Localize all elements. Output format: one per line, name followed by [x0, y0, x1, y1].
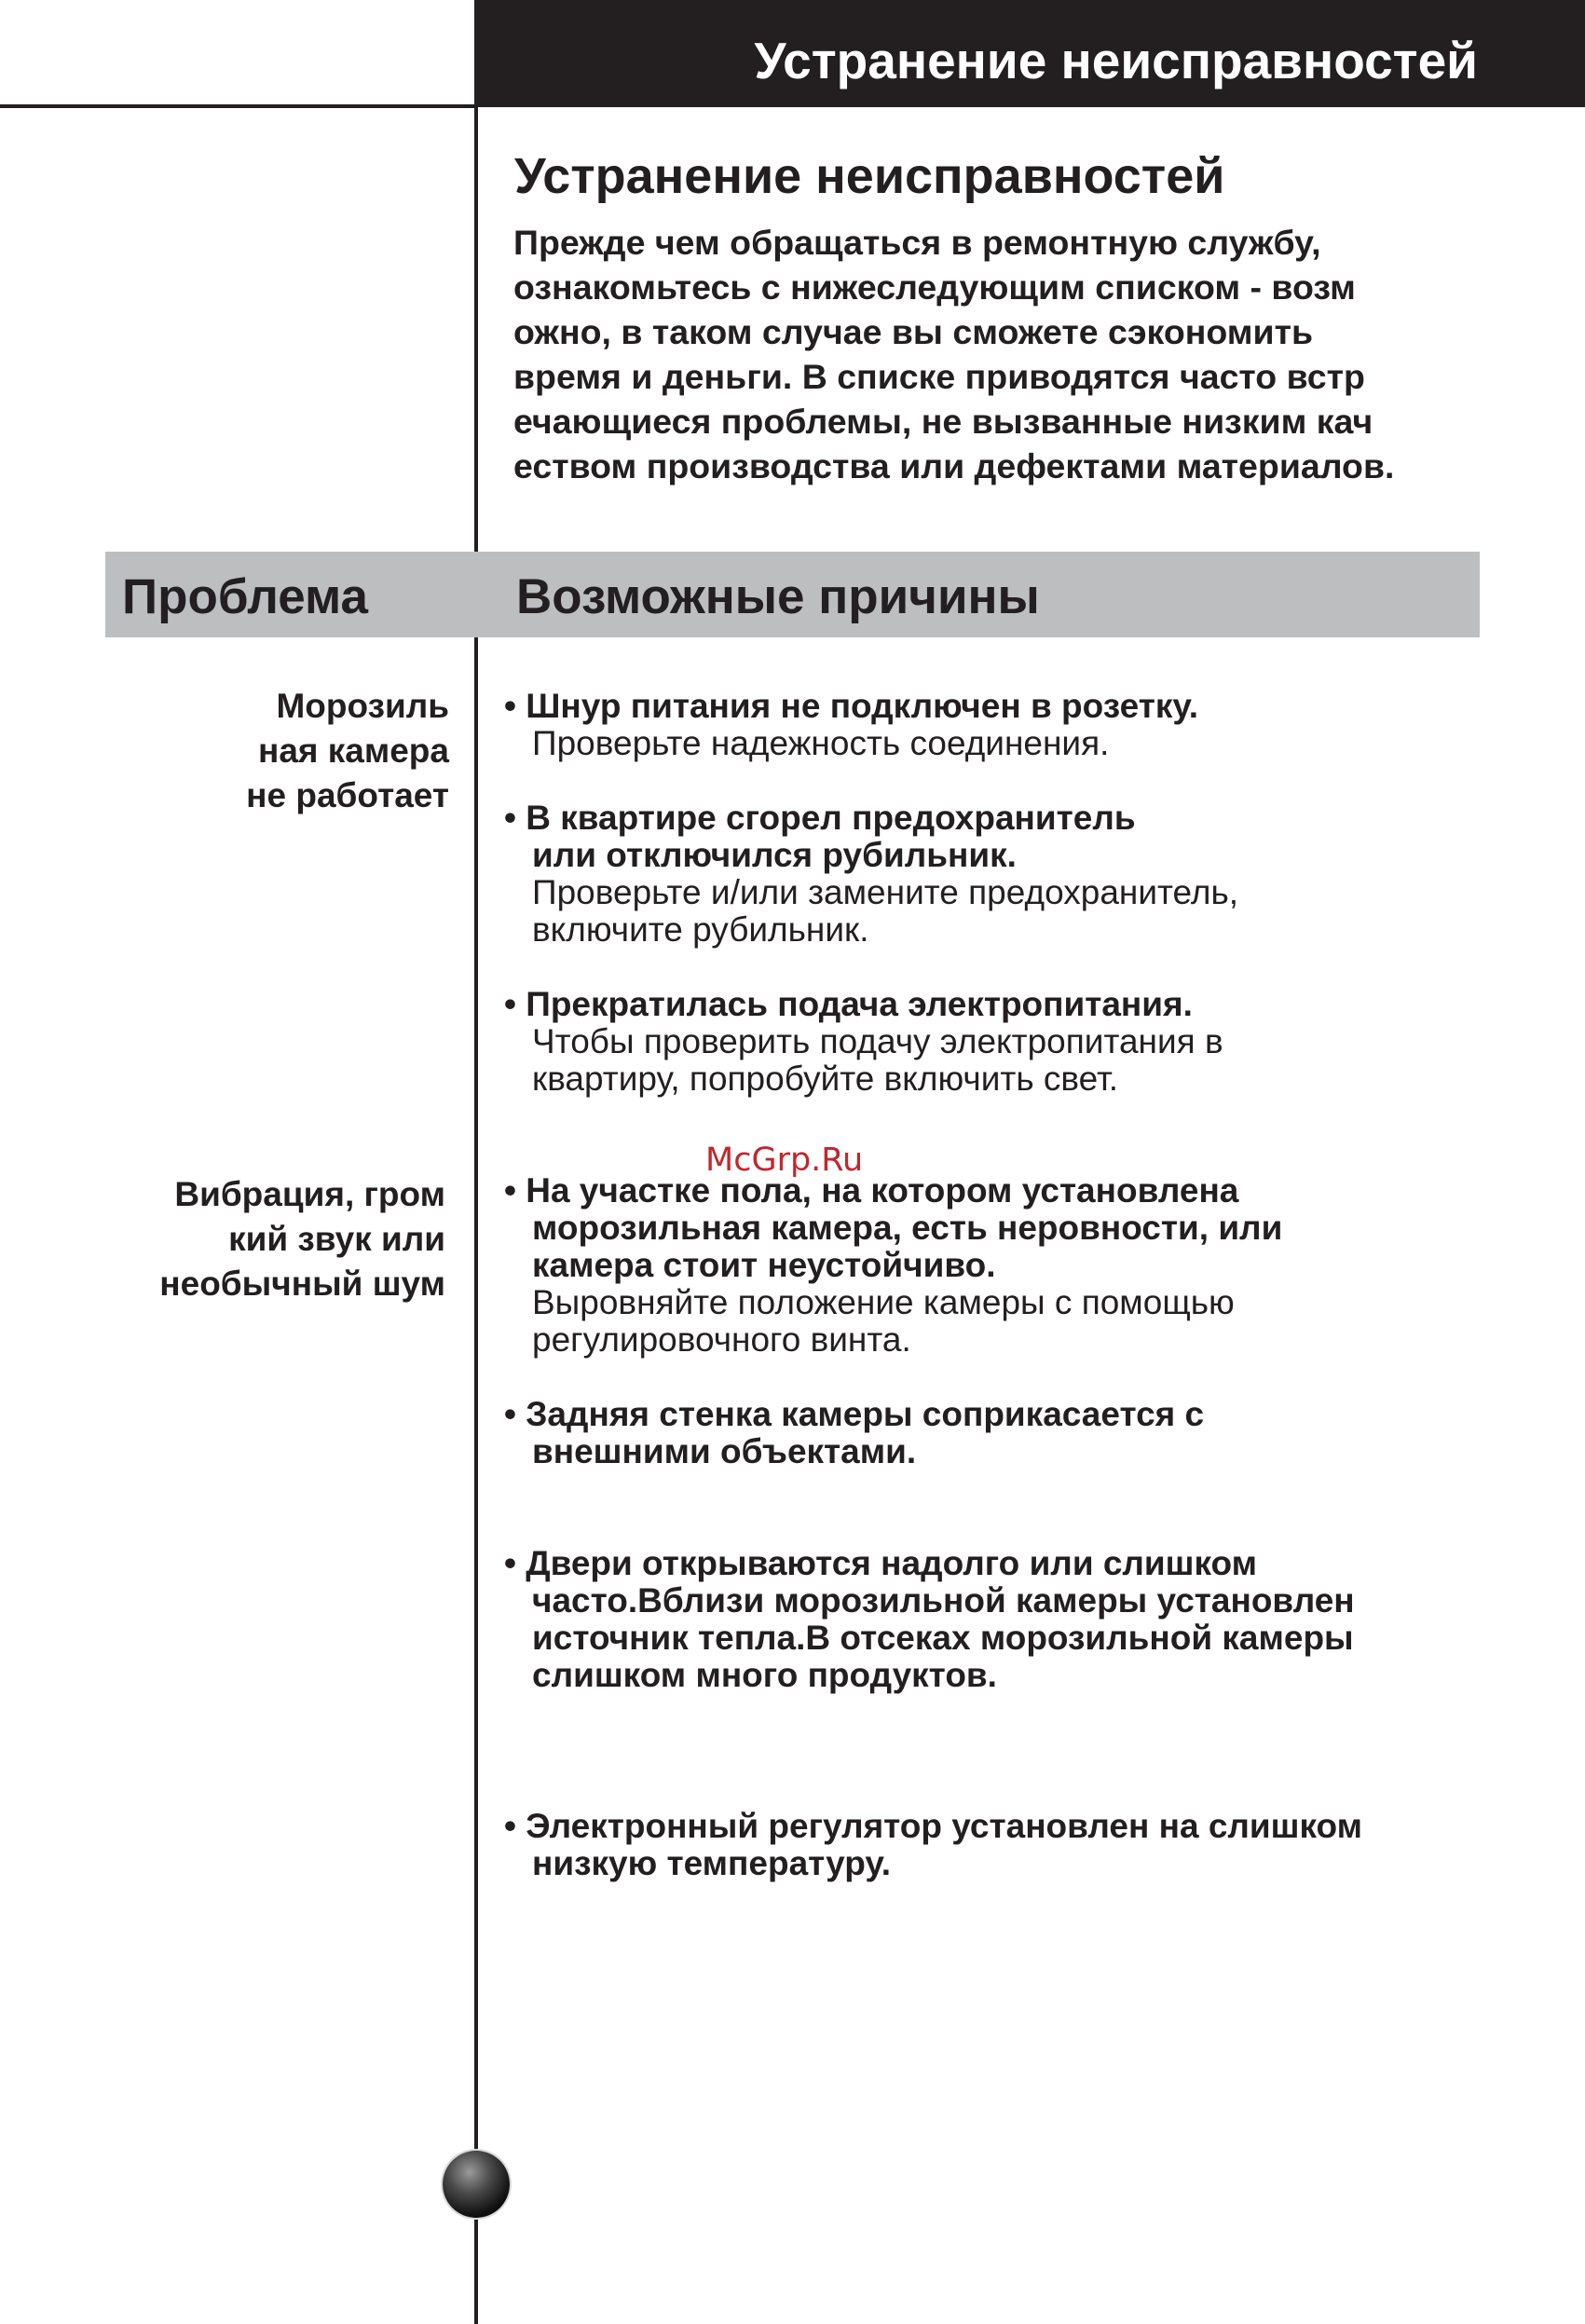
problem-line: Морозиль: [276, 687, 449, 725]
cause-bold-line: • Шнур питания не подключен в розетку.: [504, 687, 1198, 725]
cause-normal-line: Проверьте надежность соединения.: [532, 724, 1110, 762]
cause-normal-line: Выровняйте положение камеры с помощью: [532, 1283, 1235, 1321]
header-divider: [0, 104, 477, 108]
watermark: McGrp.Ru: [705, 1141, 864, 1179]
problem-line: ная камера: [257, 731, 449, 770]
cause-bold-line: часто.Вблизи морозильной камеры установлен: [532, 1581, 1355, 1620]
problem-vibration-noise: [159, 1172, 445, 1306]
table-header: [105, 552, 1480, 637]
problem-line: не работает: [246, 776, 449, 814]
intro-text: [513, 220, 1548, 488]
cause-normal-line: включите рубильник.: [532, 910, 869, 949]
cause-item: [504, 986, 1548, 1098]
cause-normal-line: квартиру, попробуйте включить свет.: [532, 1059, 1119, 1098]
cause-bold-line: внешними объектами.: [532, 1432, 917, 1470]
vertical-divider: [474, 0, 478, 2324]
cause-bold-line: • Прекратилась подача электропитания.: [504, 985, 1193, 1023]
intro-line: ожно, в таком случае вы сможете сэкономить: [513, 312, 1313, 351]
cause-bold-line: • Электронный регулятор установлен на слишком: [504, 1807, 1363, 1845]
cause-item: [504, 1396, 1548, 1470]
header-bar: [477, 0, 1585, 107]
cause-normal-line: регулировочного винта.: [532, 1320, 911, 1359]
cause-item: [504, 688, 1548, 762]
column-header-problem: Проблема: [122, 569, 368, 624]
section-title: Устранение неисправностей: [514, 148, 1225, 204]
cause-item: [504, 1172, 1548, 1359]
cause-normal-line: Проверьте и/или замените предохранитель,: [532, 873, 1239, 911]
intro-line: Прежде чем обращаться в ремонтную службу,: [513, 223, 1321, 262]
cause-bold-line: морозильная камера, есть неровности, или: [532, 1209, 1283, 1247]
header-title: Устранение неисправностей: [754, 32, 1478, 89]
cause-bold-line: • Задняя стенка камеры соприкасается с: [504, 1395, 1205, 1433]
cause-bold-line: слишком много продуктов.: [532, 1656, 997, 1694]
problem-line: необычный шум: [159, 1265, 445, 1303]
cause-bold-line: камера стоит неустойчиво.: [532, 1246, 996, 1284]
cause-bold-line: • В квартире сгорел предохранитель: [504, 799, 1136, 837]
problem-line: кий звук или: [228, 1220, 445, 1258]
intro-line: ознакомьтесь с нижеследующим списком - возм: [513, 267, 1356, 307]
cause-bold-line: низкую температуру.: [532, 1844, 891, 1882]
intro-line: ечающиеся проблемы, не вызванные низким кач: [513, 402, 1373, 441]
problem-freezer-not-working: [246, 684, 449, 818]
cause-item: [504, 800, 1548, 949]
cause-normal-line: Чтобы проверить подачу электропитания в: [532, 1022, 1223, 1060]
cause-bold-line: источник тепла.В отсеках морозильной камеры: [532, 1619, 1354, 1657]
intro-line: еством производства или дефектами материалов.: [513, 446, 1395, 485]
cause-item: [504, 1545, 1548, 1694]
intro-line: время и деньги. В списке приводятся часто встр: [513, 357, 1365, 396]
page-ball-icon: [443, 2151, 510, 2218]
problem-line: Вибрация, гром: [174, 1175, 445, 1213]
cause-bold-line: • На участке пола, на котором установлена: [504, 1171, 1239, 1210]
column-header-causes: Возможные причины: [516, 569, 1040, 624]
cause-bold-line: • Двери открываются надолго или слишком: [504, 1544, 1258, 1582]
cause-bold-line: или отключился рубильник.: [532, 836, 1017, 874]
cause-item: [504, 1808, 1548, 1882]
